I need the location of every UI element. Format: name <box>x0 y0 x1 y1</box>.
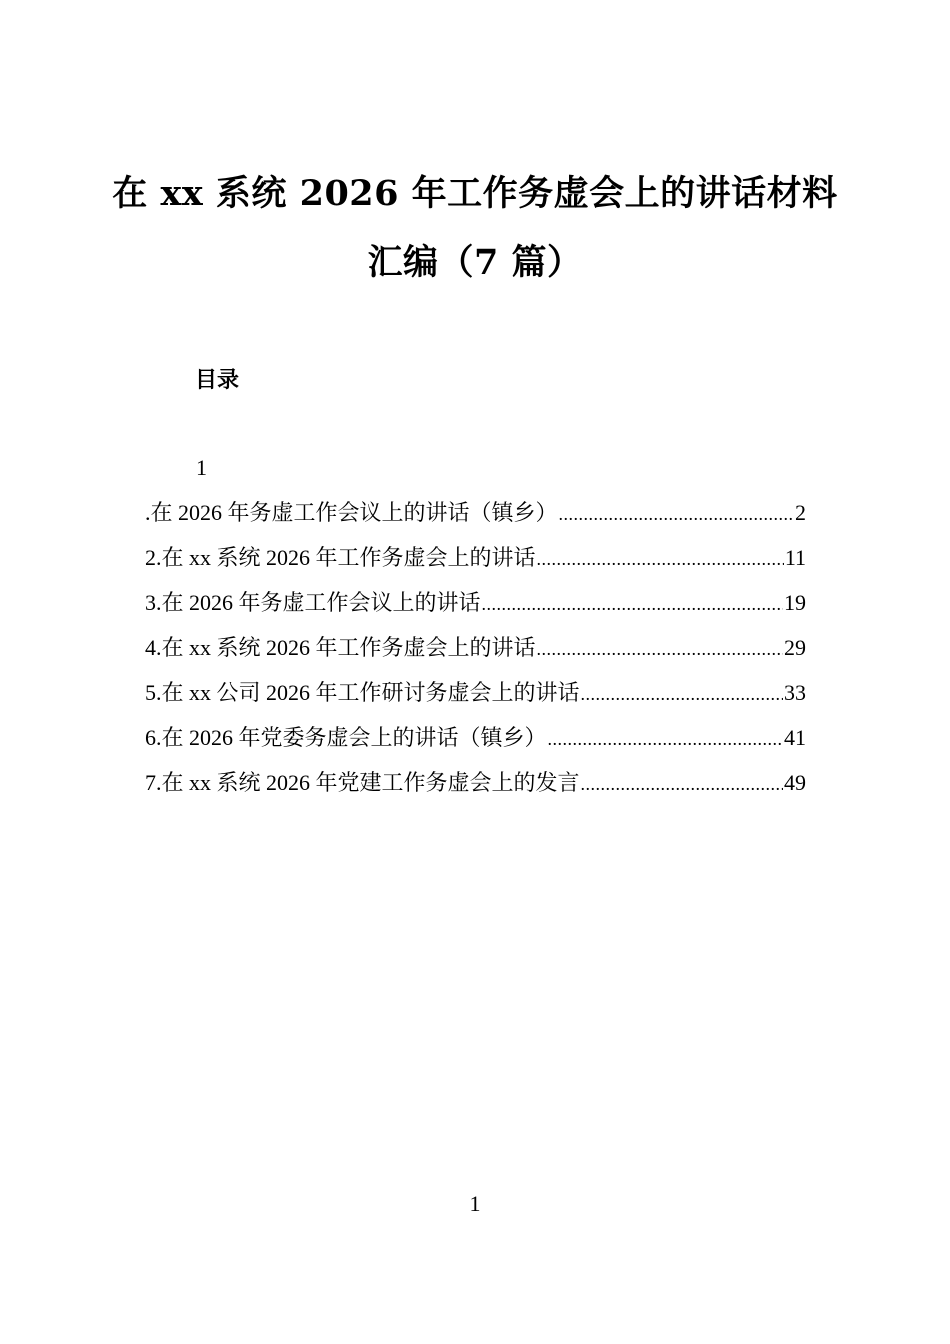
toc-entry-title: 3.在 2026 年务虚工作会议上的讲话 <box>145 590 481 615</box>
toc-entry-title: 7.在 xx 系统 2026 年党建工作务虚会上的发言 <box>145 770 580 795</box>
toc-entry[interactable] <box>145 540 806 585</box>
toc-entry-title: 4.在 xx 系统 2026 年工作务虚会上的讲话 <box>145 635 536 660</box>
toc-entry-title: 2.在 xx 系统 2026 年工作务虚会上的讲话 <box>145 545 536 570</box>
toc-entry-title: 6.在 2026 年党委务虚会上的讲话（镇乡） <box>145 725 547 750</box>
table-of-contents <box>145 495 806 810</box>
toc-entry-page: 33 <box>784 680 806 705</box>
toc-entry-title: .在 2026 年务虚工作会议上的讲话（镇乡） <box>145 500 558 525</box>
toc-entry[interactable] <box>145 720 806 765</box>
toc-leader-dots <box>537 631 783 667</box>
document-title-line-2: 汇编（7 篇） <box>367 242 583 283</box>
toc-entry[interactable] <box>145 495 806 540</box>
toc-entry[interactable] <box>145 765 806 810</box>
toc-entry-page: 49 <box>784 770 806 795</box>
document-title-line-1: 在 xx 系统 2026 年工作务虚会上的讲话材料 <box>112 173 838 214</box>
toc-entry-page: 11 <box>784 545 806 570</box>
toc-entry-page: 2 <box>795 500 806 525</box>
toc-entry-page: 19 <box>784 590 806 615</box>
toc-entry[interactable] <box>145 675 806 720</box>
toc-leader-dots <box>482 586 783 622</box>
toc-entry[interactable] <box>145 630 806 675</box>
toc-leader-dots <box>581 766 783 802</box>
toc-entry-page: 41 <box>784 725 806 750</box>
toc-leader-dots <box>548 721 783 757</box>
toc-leader-dots <box>559 496 794 532</box>
page-number: 1 <box>469 1191 481 1216</box>
toc-entry[interactable] <box>145 585 806 630</box>
toc-leader-dots <box>581 676 783 712</box>
toc-entry-number-prefix: 1 <box>196 455 207 480</box>
toc-entry-page: 29 <box>784 635 806 660</box>
toc-entry-title: 5.在 xx 公司 2026 年工作研讨务虚会上的讲话 <box>145 680 580 705</box>
toc-heading: 目录 <box>195 368 240 393</box>
toc-leader-dots <box>537 541 784 577</box>
